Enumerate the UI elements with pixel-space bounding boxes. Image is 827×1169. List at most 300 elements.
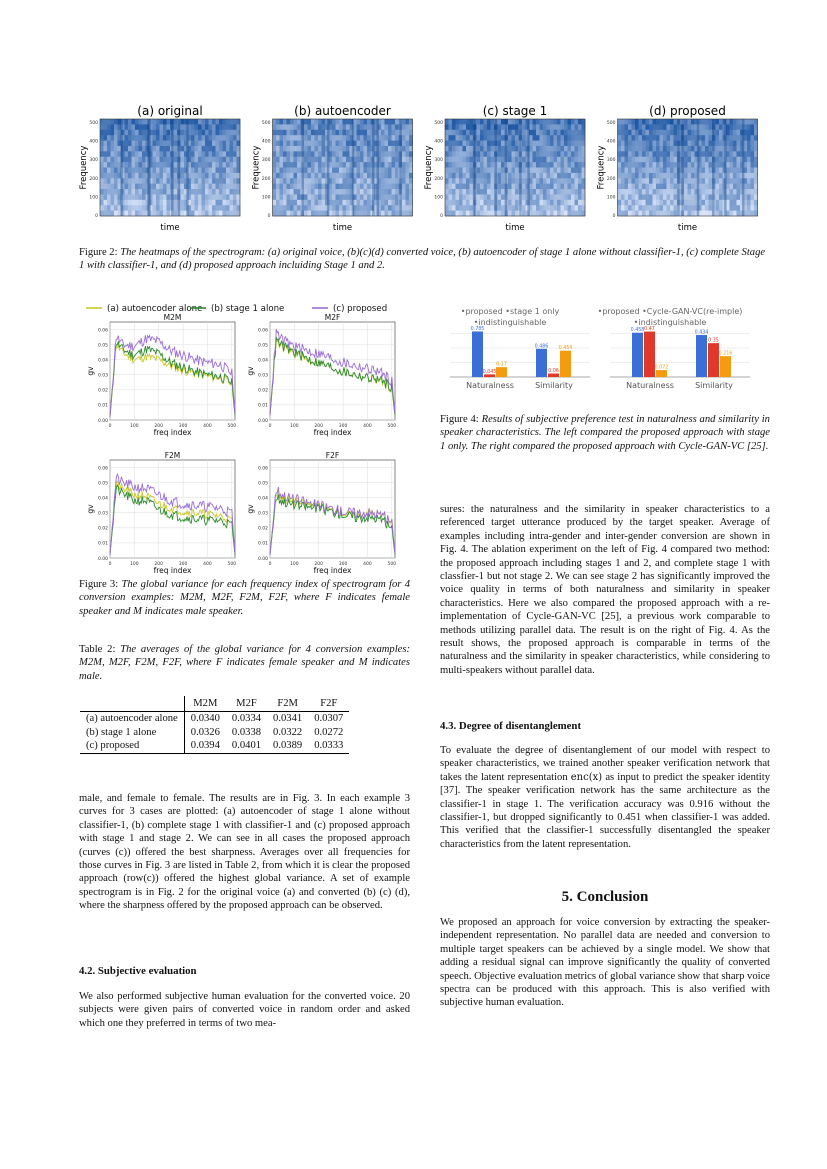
heatmap-cell (491, 141, 495, 147)
heatmap-cell (470, 124, 474, 130)
heatmap-cell (219, 205, 223, 211)
heatmap-cell (287, 157, 291, 163)
heatmap-cell (280, 119, 284, 125)
heatmap-cell (656, 130, 660, 136)
heatmap-cell (392, 130, 396, 136)
heatmap-cell (522, 205, 526, 211)
heatmap-cell (656, 151, 660, 157)
heatmap-cell (223, 135, 227, 141)
heatmap-stripe (681, 119, 684, 216)
heatmap-cell (463, 168, 467, 174)
heatmap-cell (311, 205, 315, 211)
heatmap-cell (191, 211, 195, 217)
heatmap-cell (564, 211, 568, 217)
heatmap-cell (212, 151, 216, 157)
heatmap-cell (670, 141, 674, 147)
heatmap-cell (487, 194, 491, 200)
heatmap-cell (283, 211, 287, 217)
heatmap-cell (107, 119, 111, 125)
heatmap-cell (716, 157, 720, 163)
figure-2-label: Figure 2: (79, 247, 118, 258)
heatmap-cell (132, 200, 136, 206)
heatmap-cell (198, 151, 202, 157)
heatmap-cell (656, 189, 660, 195)
heatmap-cell (670, 205, 674, 211)
heatmap-cell (174, 200, 178, 206)
heatmap-cell (223, 124, 227, 130)
heatmap-cell (508, 205, 512, 211)
heatmap-cell (625, 178, 629, 184)
heatmap-cell (212, 189, 216, 195)
heatmap-cell (174, 130, 178, 136)
heatmap-cell (484, 135, 488, 141)
heatmap-cell (667, 184, 671, 190)
heatmap-cell (139, 141, 143, 147)
figure-4-caption (440, 413, 770, 453)
x-tick-label: 100 (290, 562, 299, 567)
heatmap-cell (484, 184, 488, 190)
y-tick-label: 300 (606, 158, 616, 164)
heatmap-cell (512, 173, 516, 179)
heatmap-cell (322, 157, 326, 163)
heatmap-cell (280, 189, 284, 195)
heatmap-cell (618, 194, 622, 200)
heatmap-cell (308, 119, 312, 125)
heatmap-cell (684, 194, 688, 200)
heatmap-cell (287, 162, 291, 168)
heatmap-cell (730, 184, 734, 190)
heatmap-cell (501, 162, 505, 168)
heatmap-cell (153, 146, 157, 152)
heatmap-cell (515, 194, 519, 200)
heatmap-cell (191, 151, 195, 157)
heatmap-cell (515, 119, 519, 125)
heatmap-cell (445, 141, 449, 147)
heatmap-cell (216, 124, 220, 130)
heatmap-cell (135, 151, 139, 157)
x-tick-label: 300 (338, 562, 348, 567)
heatmap-cell (290, 173, 294, 179)
y-axis-label: gv (86, 504, 95, 514)
table-2-label: Table 2: (79, 644, 116, 655)
heatmap-cell (128, 184, 132, 190)
heatmap-cell (205, 157, 209, 163)
heatmap-cell (557, 162, 561, 168)
heatmap-cell (339, 130, 343, 136)
heatmap-cell (212, 124, 216, 130)
heatmap-cell (381, 205, 385, 211)
category-label: Similarity (535, 381, 573, 390)
heatmap-cell (156, 124, 160, 130)
table-row (80, 726, 349, 739)
heatmap-cell (575, 184, 579, 190)
heatmap-cell (388, 211, 392, 217)
heatmap-cell (550, 135, 554, 141)
heatmap-cell (733, 205, 737, 211)
heatmap-cell (466, 184, 470, 190)
heatmap-cell (575, 178, 579, 184)
heatmap-cell (280, 124, 284, 130)
heatmap-cell (649, 135, 653, 141)
bar-value-label: 0.17 (496, 362, 507, 368)
heatmap-cell (554, 124, 558, 130)
heatmap-cell (737, 151, 741, 157)
heatmap-cell (304, 168, 308, 174)
heatmap-cell (205, 119, 209, 125)
heatmap-cell (308, 135, 312, 141)
heatmap-cell (625, 194, 629, 200)
heatmap-cell (733, 135, 737, 141)
heatmap-cell (466, 168, 470, 174)
heatmap-cell (477, 157, 481, 163)
heatmap-cell (733, 151, 737, 157)
heatmap-cell (642, 151, 646, 157)
heatmap-cell (705, 200, 709, 206)
heatmap-cell (705, 119, 709, 125)
heatmap-cell (392, 178, 396, 184)
heatmap-cell (550, 130, 554, 136)
heatmap-cell (226, 194, 230, 200)
heatmap-cell (456, 146, 460, 152)
heatmap-cell (283, 200, 287, 206)
heatmap-cell (216, 205, 220, 211)
heatmap-cell (568, 205, 572, 211)
heatmap-cell (578, 194, 582, 200)
heatmap-cell (388, 124, 392, 130)
heatmap-cell (456, 211, 460, 217)
gv-chart (246, 313, 396, 437)
heatmap-cell (357, 141, 361, 147)
heatmap-cell (484, 119, 488, 125)
heatmap-cell (273, 119, 277, 125)
heatmap-cell (364, 200, 368, 206)
bar-value-label: 0.434 (694, 330, 709, 336)
heatmap-cell (730, 130, 734, 136)
heatmap-cell (336, 168, 340, 174)
heatmap-cell (346, 151, 350, 157)
heatmap-cell (104, 124, 108, 130)
heatmap-cell (114, 200, 118, 206)
heatmap-cell (702, 194, 706, 200)
heatmap-cell (297, 124, 301, 130)
heatmap-cell (142, 146, 146, 152)
heatmap-cell (674, 194, 678, 200)
heatmap-cell (656, 157, 660, 163)
heatmap-cell (357, 189, 361, 195)
heatmap-cell (557, 200, 561, 206)
heatmap-cell (480, 211, 484, 217)
heatmap-cell (111, 162, 115, 168)
heatmap-cell (304, 130, 308, 136)
heatmap-cell (628, 205, 632, 211)
heatmap-cell (230, 146, 234, 152)
heatmap-cell (456, 200, 460, 206)
heatmap-cell (632, 162, 636, 168)
y-tick-label: 100 (89, 195, 98, 201)
heatmap-cell (318, 189, 322, 195)
heatmap-cell (100, 135, 104, 141)
heatmap-cell (125, 135, 129, 141)
heatmap-cell (346, 184, 350, 190)
heatmap-cell (181, 211, 185, 217)
heatmap-cell (445, 168, 449, 174)
heatmap-cell (287, 151, 291, 157)
heatmap-cell (536, 194, 540, 200)
preference-chart (598, 307, 750, 390)
heatmap-cell (522, 200, 526, 206)
heatmap-cell (543, 178, 547, 184)
heatmap-cell (233, 141, 237, 147)
heatmap-cell (315, 211, 319, 217)
heatmap-cell (198, 200, 202, 206)
heatmap-cell (343, 130, 347, 136)
heatmap-cell (568, 130, 572, 136)
heatmap-cell (125, 200, 129, 206)
heatmap-cell (290, 119, 294, 125)
heatmap-cell (273, 189, 277, 195)
heatmap-cell (487, 184, 491, 190)
heatmap-cell (491, 211, 495, 217)
x-tick-label: 200 (154, 562, 164, 567)
heatmap-cell (702, 130, 706, 136)
heatmap-cell (639, 162, 643, 168)
heatmap-cell (653, 184, 657, 190)
heatmap-cell (709, 168, 713, 174)
heatmap-cell (395, 200, 399, 206)
heatmap-cell (311, 200, 315, 206)
heatmap-cell (100, 205, 104, 211)
heatmap-cell (381, 124, 385, 130)
x-tick-label: 200 (154, 424, 164, 429)
heatmap-cell (406, 146, 410, 152)
heatmap-cell (491, 168, 495, 174)
heatmap-cell (163, 184, 167, 190)
heatmap-cell (484, 146, 488, 152)
heatmap-cell (625, 205, 629, 211)
heatmap-cell (107, 141, 111, 147)
heatmap-cell (219, 146, 223, 152)
heatmap-cell (191, 194, 195, 200)
heatmap-cell (336, 119, 340, 125)
heatmap-cell (135, 141, 139, 147)
heatmap-cell (392, 211, 396, 217)
heatmap-cell (209, 135, 213, 141)
heatmap-cell (632, 168, 636, 174)
x-axis-label: freq index (153, 566, 192, 575)
heatmap-cell (449, 173, 453, 179)
heatmap-cell (381, 189, 385, 195)
heatmap-cell (311, 141, 315, 147)
heatmap-cell (466, 124, 470, 130)
heatmap-cell (273, 124, 277, 130)
figure-2-caption (79, 246, 769, 273)
heatmap-cell (156, 173, 160, 179)
heatmap-cell (737, 141, 741, 147)
heatmap-cell (212, 130, 216, 136)
heatmap-cell (381, 184, 385, 190)
heatmap-cell (547, 141, 551, 147)
heatmap-cell (642, 119, 646, 125)
heatmap-cell (716, 119, 720, 125)
heatmap-cell (357, 205, 361, 211)
heatmap-cell (395, 151, 399, 157)
heatmap-cell (684, 184, 688, 190)
heatmap-cell (195, 119, 199, 125)
heatmap-cell (445, 173, 449, 179)
heatmap-cell (667, 178, 671, 184)
heatmap-cell (153, 178, 157, 184)
heatmap-cell (297, 211, 301, 217)
heatmap-cell (195, 173, 199, 179)
heatmap-cell (691, 205, 695, 211)
heatmap-stripe (302, 119, 305, 216)
heatmap-cell (339, 141, 343, 147)
x-tick-label: 300 (338, 424, 348, 429)
heatmap-cell (167, 189, 171, 195)
heatmap-cell (381, 130, 385, 136)
heatmap-cell (364, 178, 368, 184)
heatmap-cell (646, 184, 650, 190)
heatmap-cell (540, 124, 544, 130)
heatmap-cell (167, 194, 171, 200)
heatmap-cell (290, 205, 294, 211)
heatmap-cell (100, 124, 104, 130)
heatmap-cell (381, 200, 385, 206)
y-tick-label: 200 (606, 176, 616, 182)
heatmap-cell (128, 200, 132, 206)
heatmap-cell (357, 130, 361, 136)
heatmap-cell (392, 184, 396, 190)
heatmap-cell (294, 124, 298, 130)
heatmap-cell (522, 184, 526, 190)
y-tick-label: 0.02 (97, 388, 108, 394)
heatmap-cell (216, 146, 220, 152)
heatmap-cell (463, 200, 467, 206)
heatmap-cell (653, 200, 657, 206)
heatmap-cell (656, 141, 660, 147)
heatmap-cell (308, 130, 312, 136)
legend-line-1: •proposed •Cycle-GAN-VC(re-imple) (597, 307, 743, 316)
heatmap-cell (512, 124, 516, 130)
heatmap-cell (346, 205, 350, 211)
heatmap-cell (737, 146, 741, 152)
chart-title: F2F (325, 451, 340, 460)
heatmap-cell (639, 211, 643, 217)
heatmap-cell (156, 162, 160, 168)
heatmap-cell (632, 200, 636, 206)
heatmap-cell (283, 151, 287, 157)
heatmap-cell (540, 200, 544, 206)
heatmap-cell (388, 130, 392, 136)
heatmap-cell (515, 189, 519, 195)
heatmap-cell (463, 184, 467, 190)
heatmap-cell (216, 141, 220, 147)
heatmap-cell (209, 194, 213, 200)
heatmap-cell (512, 200, 516, 206)
heatmap-cell (691, 151, 695, 157)
heatmap-cell (628, 189, 632, 195)
heatmap-cell (402, 211, 406, 217)
heatmap-cell (191, 135, 195, 141)
heatmap-cell (667, 146, 671, 152)
heatmap-cell (459, 124, 463, 130)
heatmap-cell (280, 173, 284, 179)
heatmap-cell (498, 162, 502, 168)
heatmap-cell (522, 194, 526, 200)
heatmap-cell (656, 173, 660, 179)
heatmap-cell (100, 189, 104, 195)
heatmap-cell (684, 157, 688, 163)
heatmap-cell (287, 135, 291, 141)
heatmap-cell (153, 205, 157, 211)
heatmap-cell (508, 211, 512, 217)
heatmap-cell (639, 194, 643, 200)
heatmap-cell (406, 162, 410, 168)
heatmap-cell (705, 135, 709, 141)
heatmap-cell (114, 205, 118, 211)
heatmap-cell (635, 124, 639, 130)
heatmap-cell (737, 168, 741, 174)
heatmap-cell (202, 157, 206, 163)
heatmap-cell (392, 157, 396, 163)
heatmap-cell (667, 157, 671, 163)
heatmap-cell (578, 173, 582, 179)
heatmap-cell (639, 173, 643, 179)
right-paragraph-2-part-b: as input to predict the speaker identity [37]. The speaker verification network has the same architecture as the classifier-1 in stage 1. The verification accuracy was 0.916 without the classifier-1, but dropped significantly to 0.451 when classifier-1 was added. This verified that the classifier-1 successfully disentangled the speaker characteristics from the latent representation. (440, 771, 770, 850)
heatmap-cell (660, 168, 664, 174)
heatmap-cell (212, 146, 216, 152)
heatmap-cell (336, 146, 340, 152)
heatmap-cell (339, 194, 343, 200)
heatmap-cell (466, 189, 470, 195)
heatmap-cell (142, 168, 146, 174)
heatmap-cell (554, 146, 558, 152)
heatmap-cell (709, 124, 713, 130)
heatmap-cell (628, 124, 632, 130)
heatmap-cell (367, 141, 371, 147)
heatmap-cell (388, 135, 392, 141)
heatmap-cell (135, 178, 139, 184)
heatmap-cell (543, 194, 547, 200)
heatmap-cell (332, 168, 336, 174)
heatmap-cell (571, 119, 575, 125)
heatmap-cell (515, 205, 519, 211)
heatmap-cell (751, 200, 755, 206)
heatmap-cell (198, 157, 202, 163)
heatmap-cell (198, 205, 202, 211)
heatmap-cell (381, 157, 385, 163)
heatmap-cell (107, 205, 111, 211)
heatmap-cell (635, 119, 639, 125)
heatmap-cell (533, 178, 537, 184)
heatmap-cell (670, 124, 674, 130)
heatmap-cell (547, 162, 551, 168)
heatmap-cell (273, 130, 277, 136)
heatmap-cell (564, 135, 568, 141)
heatmap-cell (357, 200, 361, 206)
heatmap-cell (550, 211, 554, 217)
heatmap-cell (463, 151, 467, 157)
heatmap-cell (684, 189, 688, 195)
heatmap-cell (276, 194, 280, 200)
heatmap-cell (125, 124, 129, 130)
heatmap-cell (456, 141, 460, 147)
heatmap-cell (226, 205, 230, 211)
heatmap-cell (618, 146, 622, 152)
heatmap-cell (656, 205, 660, 211)
x-tick-label: 0 (108, 562, 112, 567)
heatmap-cell (456, 119, 460, 125)
